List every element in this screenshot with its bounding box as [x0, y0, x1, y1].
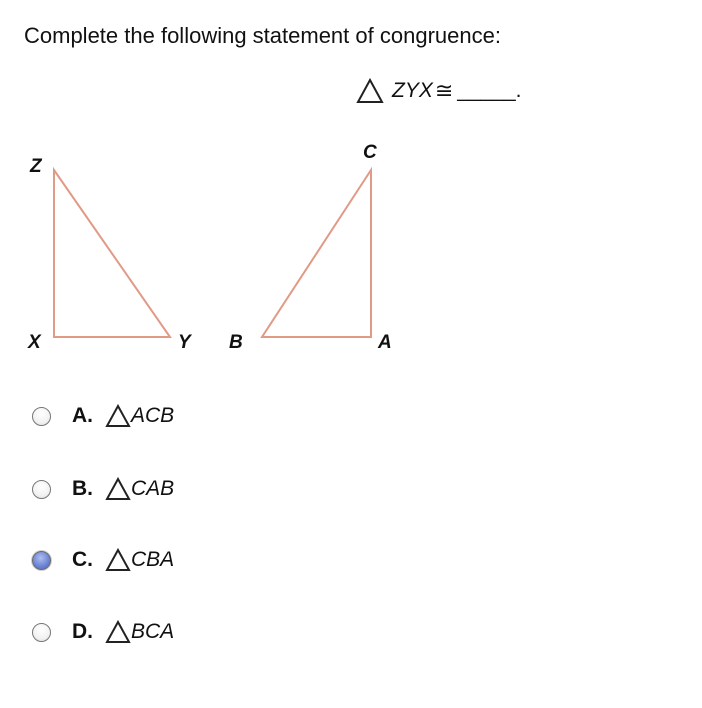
option-d-letter: D.	[72, 620, 93, 643]
option-c-text: CBA	[131, 548, 175, 571]
triangle-icon	[105, 404, 131, 428]
triangle-icon	[105, 620, 131, 644]
option-b[interactable]	[32, 473, 174, 505]
answer-blank: _____.	[457, 79, 522, 102]
option-b-radio[interactable]	[32, 480, 51, 499]
option-c-radio[interactable]	[32, 551, 51, 570]
congruence-symbol: ≅	[434, 78, 454, 103]
triangle-icon	[356, 78, 384, 104]
option-c-letter: C.	[72, 548, 93, 571]
triangle-zxy	[54, 170, 170, 337]
vertex-label-a: A	[378, 332, 392, 353]
option-a-letter: A.	[72, 404, 93, 427]
vertex-label-z: Z	[30, 156, 42, 177]
option-a[interactable]	[32, 400, 174, 432]
option-a-text: ACB	[131, 404, 175, 427]
triangle-cba	[262, 170, 371, 337]
option-c[interactable]	[32, 544, 174, 576]
vertex-label-b: B	[229, 332, 243, 353]
vertex-label-y: Y	[178, 332, 191, 353]
option-d-text: BCA	[131, 620, 175, 643]
option-b-letter: B.	[72, 477, 93, 500]
congruence-statement	[356, 76, 522, 106]
triangle-icon	[105, 477, 131, 501]
vertex-label-x: X	[28, 332, 41, 353]
option-d[interactable]	[32, 616, 174, 648]
vertex-label-c: C	[363, 142, 377, 163]
option-b-text: CAB	[131, 477, 175, 500]
statement-triangle-name: ZYX	[392, 79, 433, 102]
question-prompt: Complete the following statement of congruence:	[24, 23, 501, 48]
triangle-icon	[105, 548, 131, 572]
triangles-figure	[0, 130, 430, 360]
option-a-radio[interactable]	[32, 407, 51, 426]
option-d-radio[interactable]	[32, 623, 51, 642]
